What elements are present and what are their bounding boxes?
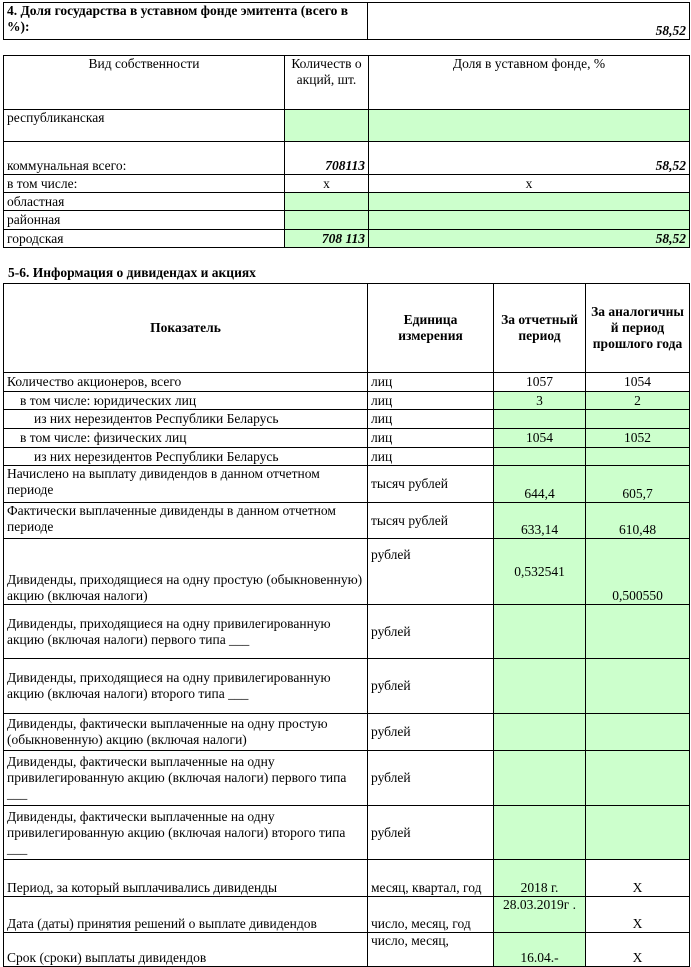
dividends-label: Количество акционеров, всего xyxy=(4,373,368,392)
table-row xyxy=(4,897,690,933)
section-title: 5-6. Информация о дивидендах и акциях xyxy=(8,265,256,280)
table-row xyxy=(4,410,690,429)
dividends-unit: рублей xyxy=(368,714,494,751)
dividends-previous xyxy=(586,751,690,806)
dividends-label: Дивиденды, фактически выплаченные на одну привилегированную акцию (включая налоги) второго типа ___ xyxy=(4,806,368,860)
dividends-current xyxy=(494,751,586,806)
dividends-previous: 2 xyxy=(586,392,690,410)
dividends-unit: число, месяц, год xyxy=(368,897,494,933)
table-row xyxy=(4,110,690,142)
state-share-label: 4. Доля государства в уставном фонде эмитента (всего в %): xyxy=(4,3,368,40)
dividends-label: Срок (сроки) выплаты дивидендов xyxy=(4,933,368,967)
dividends-label: Период, за который выплачивались дивиденды xyxy=(4,860,368,897)
dividends-current: 633,14 xyxy=(494,503,586,539)
dividends-unit: рублей xyxy=(368,806,494,860)
table-row xyxy=(4,806,690,860)
table-row xyxy=(4,933,690,967)
dividends-unit: тысяч рублей xyxy=(368,466,494,503)
dividends-label: Дивиденды, фактически выплаченные на одну привилегированную акцию (включая налоги) первого типа ___ xyxy=(4,751,368,806)
dividends-header-unit: Единица измерения xyxy=(368,284,494,373)
ownership-label: областная xyxy=(4,193,285,211)
dividends-label: из них нерезидентов Республики Беларусь xyxy=(4,448,368,466)
dividends-unit: месяц, квартал, год xyxy=(368,860,494,897)
dividends-unit: тысяч рублей xyxy=(368,503,494,539)
ownership-qty xyxy=(285,110,369,142)
table-row xyxy=(4,659,690,714)
table-row xyxy=(4,175,690,193)
dividends-label: Фактически выплаченные дивиденды в данном отчетном периоде xyxy=(4,503,368,539)
ownership-qty xyxy=(285,211,369,230)
ownership-label: республиканская xyxy=(4,110,285,142)
ownership-label: коммунальная всего: xyxy=(4,142,285,175)
dividends-label: в том числе: физических лиц xyxy=(4,429,368,448)
table-row xyxy=(4,211,690,230)
state-share-value: 58,52 xyxy=(368,3,690,40)
dividends-unit: рублей xyxy=(368,751,494,806)
ownership-share xyxy=(369,110,690,142)
dividends-unit: рублей xyxy=(368,605,494,659)
table-row xyxy=(4,142,690,175)
dividends-label: Дивиденды, приходящиеся на одну привилегированную акцию (включая налоги) первого типа ___ xyxy=(4,605,368,659)
ownership-qty: 708 113 xyxy=(285,230,369,248)
dividends-previous: 610,48 xyxy=(586,503,690,539)
dividends-unit: число, месяц, xyxy=(368,933,494,967)
dividends-unit: лиц xyxy=(368,429,494,448)
dividends-current xyxy=(494,605,586,659)
ownership-share: 58,52 xyxy=(369,230,690,248)
dividends-current: 1057 xyxy=(494,373,586,392)
ownership-header-share: Доля в уставном фонде, % xyxy=(369,56,690,110)
ownership-share xyxy=(369,211,690,230)
ownership-share xyxy=(369,193,690,211)
dividends-current: 16.04.- xyxy=(494,933,586,967)
dividends-current xyxy=(494,714,586,751)
dividends-current xyxy=(494,448,586,466)
ownership-qty xyxy=(285,193,369,211)
dividends-previous: Х xyxy=(586,897,690,933)
dividends-previous xyxy=(586,659,690,714)
dividends-label: из них нерезидентов Республики Беларусь xyxy=(4,410,368,429)
dividends-current: 28.03.2019г . xyxy=(494,897,586,933)
ownership-header-qty: Количеств о акций, шт. xyxy=(285,56,369,110)
table-row xyxy=(4,448,690,466)
dividends-header-previous: За аналогичны й период прошлого года xyxy=(586,284,690,373)
dividends-unit: лиц xyxy=(368,410,494,429)
dividends-label: в том числе: юридических лиц xyxy=(4,392,368,410)
ownership-qty: 708113 xyxy=(285,142,369,175)
dividends-previous xyxy=(586,806,690,860)
table-row xyxy=(4,429,690,448)
dividends-unit: лиц xyxy=(368,373,494,392)
table-row xyxy=(4,539,690,605)
ownership-share: 58,52 xyxy=(369,142,690,175)
dividends-current: 0,532541 xyxy=(494,539,586,605)
dividends-label: Дивиденды, приходящиеся на одну привилегированную акцию (включая налоги) второго типа ___ xyxy=(4,659,368,714)
dividends-previous: Х xyxy=(586,860,690,897)
ownership-qty: х xyxy=(285,175,369,193)
dividends-current: 3 xyxy=(494,392,586,410)
ownership-label: городская xyxy=(4,230,285,248)
state-share-table xyxy=(3,2,690,40)
dividends-previous xyxy=(586,714,690,751)
dividends-unit: рублей xyxy=(368,539,494,605)
table-row xyxy=(4,373,690,392)
dividends-label: Дата (даты) принятия решений о выплате дивидендов xyxy=(4,897,368,933)
dividends-previous: 0,500550 xyxy=(586,539,690,605)
dividends-header-indicator: Показатель xyxy=(4,284,368,373)
dividends-current xyxy=(494,806,586,860)
dividends-previous xyxy=(586,410,690,429)
table-row xyxy=(4,860,690,897)
ownership-share: х xyxy=(369,175,690,193)
dividends-label: Дивиденды, фактически выплаченные на одну простую (обыкновенную) акцию (включая налоги) xyxy=(4,714,368,751)
dividends-previous xyxy=(586,605,690,659)
dividends-current: 644,4 xyxy=(494,466,586,503)
dividends-header-current: За отчетный период xyxy=(494,284,586,373)
dividends-label: Дивиденды, приходящиеся на одну простую (обыкновенную) акцию (включая налоги) xyxy=(4,539,368,605)
table-row xyxy=(4,503,690,539)
dividends-current: 1054 xyxy=(494,429,586,448)
dividends-unit: лиц xyxy=(368,392,494,410)
table-row xyxy=(4,714,690,751)
table-row xyxy=(4,193,690,211)
ownership-table xyxy=(3,55,690,248)
dividends-previous xyxy=(586,448,690,466)
dividends-unit: рублей xyxy=(368,659,494,714)
table-row xyxy=(4,230,690,248)
dividends-table xyxy=(3,283,690,967)
table-row xyxy=(4,751,690,806)
dividends-unit: лиц xyxy=(368,448,494,466)
dividends-current xyxy=(494,410,586,429)
dividends-previous: Х xyxy=(586,933,690,967)
dividends-current: 2018 г. xyxy=(494,860,586,897)
dividends-previous: 605,7 xyxy=(586,466,690,503)
dividends-previous: 1052 xyxy=(586,429,690,448)
ownership-label: районная xyxy=(4,211,285,230)
dividends-label: Начислено на выплату дивидендов в данном отчетном периоде xyxy=(4,466,368,503)
table-row xyxy=(4,605,690,659)
dividends-current xyxy=(494,659,586,714)
ownership-label: в том числе: xyxy=(4,175,285,193)
dividends-previous: 1054 xyxy=(586,373,690,392)
table-row xyxy=(4,466,690,503)
ownership-header-type: Вид собственности xyxy=(4,56,285,110)
table-row xyxy=(4,392,690,410)
